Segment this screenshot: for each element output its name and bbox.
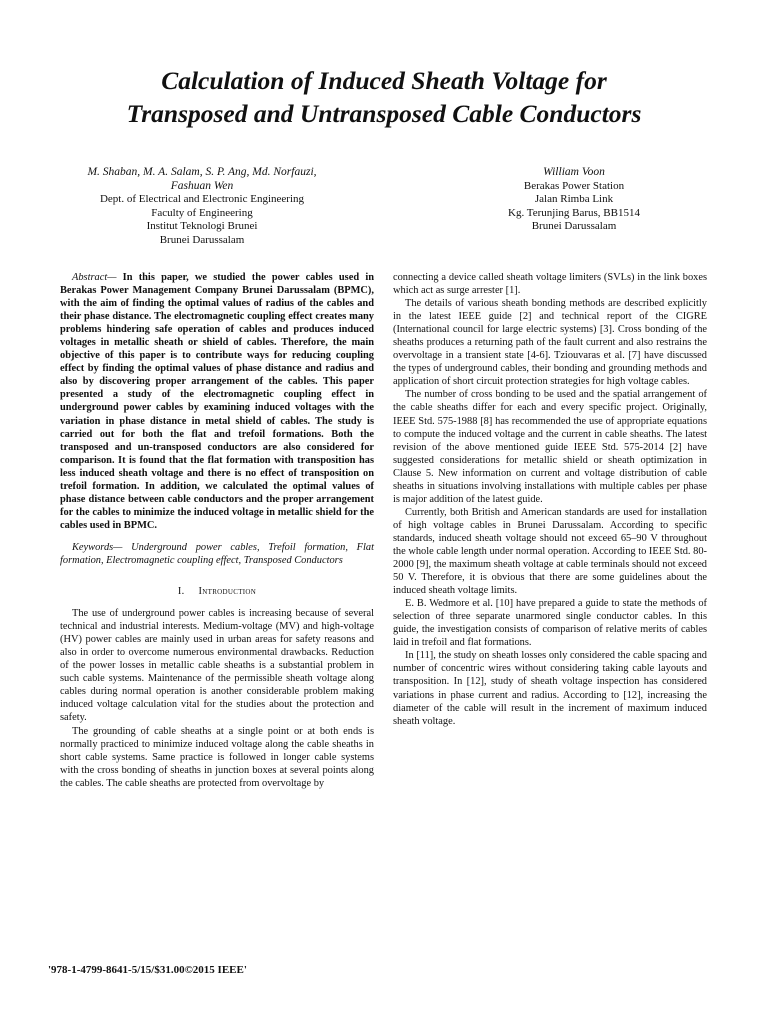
author-names-line-1: M. Shaban, M. A. Salam, S. P. Ang, Md. Norfauzi, xyxy=(87,166,317,178)
author-names: William Voon xyxy=(543,166,605,178)
body-paragraph: The use of underground power cables is increasing because of several technical and industrial interests. Medium-voltage (MV) and high-voltage (HV) power cables are mainly used in urban areas for safety reasons and also in order to overcome numerous environmental drawbacks. Reduction of the power losses in metallic cable sheaths is a substantial problem in such cable systems. Maintenance of the permissible sheath voltage along cables during normal operation is another considerable problem making induced voltage calculation vital for the studies about the protection and safety. xyxy=(60,608,374,724)
affiliation-line: Brunei Darussalam xyxy=(531,220,617,233)
author-block-left xyxy=(52,166,352,248)
body-paragraph: The number of cross bonding to be used and the spatial arrangement of the cable sheaths differ for each and every specific project. Originally, IEEE Std. 575-1988 [8] has recommended the use of appropriate equations to compute the induced voltage and the current in cable sheaths. The latest revision of the above mentioned guide IEEE Std. 575-2014 [2] have suggested considerations for metallic shield or sheath optimization in Clause 5. New information on current and voltage distribution of cable sheaths in situations involving installations with multiple cables per phase is major addition of the latest guide. xyxy=(393,389,707,505)
author-names-line-2: Fashuan Wen xyxy=(170,179,234,192)
affiliation-line: Brunei Darussalam xyxy=(159,233,245,246)
right-column xyxy=(393,271,707,728)
keywords: Keywords— Underground power cables, Trefoil formation, Flat formation, Electromagnetic coupling effect, Transposed Conductors xyxy=(60,541,374,566)
title-line-2: Transposed and Untransposed Cable Conductors xyxy=(126,99,642,128)
body-paragraph: In [11], the study on sheath losses only considered the cable spacing and number of concentric wires without considering taking cable layouts and transposition. In [12], study of sheath voltage inspection has considered variations in phase current and radius. According to [12], increasing the diameter of the cable will result in the increment of maximum induced sheath voltage. xyxy=(393,650,707,727)
affiliation-line: Kg. Terunjing Barus, BB1514 xyxy=(508,206,640,219)
section-title: Introduction xyxy=(198,586,257,598)
paper-title xyxy=(40,64,728,130)
affiliation-line: Jalan Rimba Link xyxy=(534,193,614,206)
body-paragraph: E. B. Wedmore et al. [10] have prepared a guide to state the methods of selection of three separate unarmored single conductor cables. In this guide, the investigation consists of comparison of relative merits of cables laid in trefoil and flat formations. xyxy=(393,598,707,649)
affiliation-line: Faculty of Engineering xyxy=(151,206,253,219)
body-paragraph: Currently, both British and American standards are used for installation of high voltage cables in Brunei Darussalam. According to specific standards, induced sheath voltage should not exceed 65–90 V throughout the whole cable length under normal operation. According to IEEE Std. 80-2000 [9], the maximum sheath voltage at cable terminals should not exceed 50 V. Therefore, it is obvious that there are some guidelines about the induced sheath voltage limits. xyxy=(393,506,707,597)
copyright-footer: '978-1-4799-8641-5/15/$31.00©2015 IEEE' xyxy=(48,964,247,976)
author-block-right xyxy=(424,166,724,234)
body-paragraph: The grounding of cable sheaths at a single point or at both ends is normally practiced to minimize induced voltage along the cable sheaths in short cable systems. Same practice is followed in longer cable systems with the cross bonding of sheaths in junction boxes at several points along the cables. The cable sheaths are protected from overvoltage by xyxy=(60,725,374,789)
title-line-1: Calculation of Induced Sheath Voltage for xyxy=(161,66,607,95)
affiliation-line: Berakas Power Station xyxy=(523,179,625,192)
affiliation-line: Dept. of Electrical and Electronic Engineering xyxy=(99,193,305,206)
abstract xyxy=(60,271,374,532)
body-paragraph: The details of various sheath bonding methods are described explicitly in the latest IEEE guide [2] and technical report of the CIGRE (International council for large electric systems) [3]. Cross bonding of the sheaths produces a returning path of the fault current and also restrains the overvoltage in a transient state [4-6]. Tziouvaras et al. [7] have discussed the types of underground cables, their bonding and grounding methods and application of short circuit protection strategies for high voltage cables. xyxy=(393,298,707,388)
left-column xyxy=(60,271,374,790)
abstract-label: Abstract— xyxy=(72,272,117,283)
affiliation-line: Institut Teknologi Brunei xyxy=(146,220,258,233)
body-paragraph-continued: connecting a device called sheath voltage limiters (SVLs) in the link boxes which act as surge arrester [1]. xyxy=(393,272,707,297)
abstract-text: In this paper, we studied the power cables used in Berakas Power Management Company Brunei Darussalam (BPMC), with the aim of finding the optimal values of radius of the cables and their phase distance. The electromagnetic coupling effect creates many problems hindering safe operation of cables and produces induced voltages in metallic sheath or shield of cables. Therefore, the main objective of this paper is to contribute ways for reducing coupling effect by finding the optimal values of phase distance and radius and also by discovering proper arrangement of the cables. This paper presented a study of the electromagnetic coupling effect in underground power cables by examining induced voltages with the variation in phase distance in metal shield of cables. The study is carried out for both the flat and trefoil formations. Both the transposed and un-transposed conductors are also considered for comparison. It is found that the flat formation with transposition has less induced sheath voltage and there is no effect of transposition on trefoil formation. In addition, we calculated the optimal values of phase distance between cable conductors and the proper arrangement for the cables to minimize the induced voltage in metallic shield for the cables used in BPMC. xyxy=(60,272,374,531)
section-heading xyxy=(60,585,374,598)
section-number: I. xyxy=(177,586,185,598)
